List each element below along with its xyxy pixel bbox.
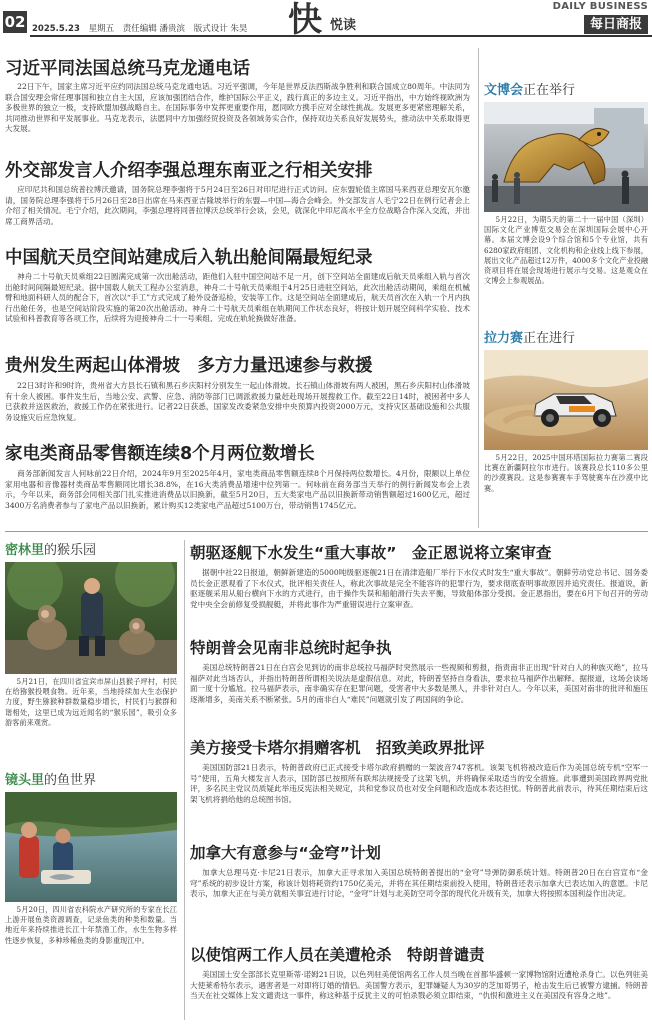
article-body: 神舟二十号航天员乘组22日圆满完成第一次出舱活动，距他们入驻中国空间站不足一月，创下空间站全面建成后航天员乘组入轨与首次出舱时间间隔最短纪录。据中国载人航天工程办公室消息，神舟二十号航天员乘组于4月25日进驻空间站，此次出舱活动期间，乘组在机械臂和地面科研人员的配合下，首次以“手工”方式完成了舱外设备巡检，安装等工作。这是空间站全面建成后，航天员首次在入轨一个月内执行出舱任务，也是空间站阶段实施的第20次出舱活动。神舟二十号航天员乘组在轨期间工作状态良好，将按计划开展空间科学实验、技术试验和科普教育等各项工作，后续将为迎接神舟二十一号乘组、完成在轨轮换做好准备。 — [5, 272, 470, 324]
photo-title-highlight: 文博会 — [484, 83, 524, 98]
photo-box-expo — [484, 82, 648, 327]
issue-designer: 版式设计 朱昊 — [193, 24, 248, 34]
article-israeli-embassy-shooting — [190, 945, 648, 1022]
monkey-photo[interactable] — [5, 562, 177, 674]
article-headline[interactable]: 家电类商品零售额连续8个月两位数增长 — [5, 444, 315, 464]
article-headline[interactable]: 朝驱逐舰下水发生“重大事故” 金正恩说将立案审查 — [190, 544, 552, 562]
section-subtitle: 悦读 — [330, 18, 357, 33]
article-body: 应印尼共和国总统普拉博沃邀请，国务院总理李强将于5月24日至26日对印尼进行正式访问。应东盟轮值主席国马来西亚总理安瓦尔邀请，国务院总理李强将于5月26日至28日出席在马来西亚吉隆坡举行的东盟—中国—海合会峰会。外交部发言人毛宁22日在例行记者会上介绍了相关情况。毛宁介绍，此次期间，李强总理将同普拉博沃总统举行会谈，会见，就深化中印尼高水平全方位战略合作深入交流，并出席工商界活动。 — [5, 185, 470, 226]
column-divider-right — [478, 48, 479, 528]
article-body: 据朝中社22日报道，朝鲜新建造的5000吨级驱逐舰21日在清津造船厂举行下水仪式时发生“重大事故”。朝鲜劳动党总书记、国务委员长金正恩观看了下水仪式，批评相关责任人，称此次事故是完全不能容许的犯罪行为，要求彻底查明事故原因并追究责任。报道说，新驱逐舰采用从船台横向下水的方式进行，由于操作失误和船舶滑行失去平衡，导致船体部分受损。金正恩指出，要在6月下旬召开的劳动党中央全会前修复受损舰艇，并将此事作为严重错误进行立案审查。 — [190, 568, 648, 609]
photo-caption: 5月21日，在四川省宜宾市屏山县猴子坪村，村民在给猕猴投喂食物。近年来，当地持续加大生态保护力度，野生猕猴种群数量稳步增长，村民们与猴群和谐相处，这里已成为远近闻名的“猴乐园”，吸引众多游客前来观赏。 — [5, 677, 177, 727]
article-body: 22日3时许和9时许，贵州省大方县长石镇和黑石乡庆阳村分别发生一起山体滑坡。长石镇山体滑坡有两人被困，黑石乡庆阳村山体滑坡有十余人被困。事件发生后，当地公安、武警、应急、消防等部门已调派救援力量赶赴现场开展搜救工作。截至22日14时，被困者中多人已获救并送医救治，救援工作仍在紧张进行。记者22日获悉，国家发改委紧急安排中央预算内投资2000万元，支持灾区基础设施和公共服务设施灾后应急恢复。 — [5, 381, 470, 422]
article-headline[interactable]: 特朗普会见南非总统时起争执 — [190, 639, 392, 657]
paper-name-cn: 每日商报 — [584, 15, 648, 34]
photo-caption: 5月22日，为期5天的第二十一届中国（深圳）国际文化产业博览交易会在深圳国际会展中心开幕。本届文博会设9个综合馆和5个专业馆，共有6280家政府组团、文化机构和企业线上线下参展，展出文化产品超过12万件，4000多个文化产业投融资项目将在展会现场进行展示与交易。这是观众在文博会上参观展品。 — [484, 215, 648, 286]
article-guizhou-landslide — [5, 355, 470, 424]
rally-photo-illustration — [484, 350, 648, 450]
rally-photo[interactable] — [484, 350, 648, 450]
article-headline[interactable]: 外交部发言人介绍李强总理东南亚之行相关安排 — [5, 161, 373, 181]
section-logo: 快 — [288, 0, 322, 40]
article-headline[interactable]: 加拿大有意参与“金穹”计划 — [190, 844, 381, 862]
issue-weekday: 星期五 — [88, 24, 115, 34]
article-space-station — [5, 247, 470, 336]
article-headline[interactable]: 以使馆两工作人员在美遭枪杀 特朗普谴责 — [190, 946, 485, 964]
page-number: 02 — [4, 13, 26, 31]
expo-photo[interactable] — [484, 102, 648, 212]
article-xi-macron — [5, 58, 470, 146]
issue-editor: 责任编辑 潘贵滨 — [122, 24, 185, 34]
article-dprk-destroyer — [190, 543, 648, 632]
photo-title-rest: 正在举行 — [523, 83, 576, 98]
photo-title-highlight: 拉力赛 — [484, 331, 524, 346]
expo-photo-illustration — [484, 102, 648, 212]
article-body: 美国国防部21日表示，特朗普政府已正式接受卡塔尔政府捐赠的一架波音747客机。该架飞机将被改造后作为美国总统专机“空军一号”使用，五角大楼发言人表示，国防部已按照所有联邦法规接受了这架飞机，并将确保采取适当的安全措施。此事遭到美国政界两党批评，多名民主党议员质疑此举违反宪法相关规定，共和党参议员也对安全问题和改造成本表达担忧。特朗普此前表示，待其任期结束后这架飞机将捐给他的总统图书馆。 — [190, 763, 648, 804]
monkey-photo-illustration — [5, 562, 177, 674]
fish-photo-illustration — [5, 792, 177, 902]
article-trump-south-africa — [190, 638, 648, 727]
article-li-qiang-trip — [5, 160, 470, 228]
photo-title-rest: 的猴乐园 — [44, 543, 97, 558]
photo-title-rest: 正在进行 — [523, 331, 576, 346]
photo-title-highlight: 镜头里 — [5, 773, 45, 788]
photo-title-highlight: 密林里 — [5, 543, 45, 558]
section-divider — [5, 531, 648, 532]
masthead-rule — [30, 35, 652, 37]
fish-photo[interactable] — [5, 792, 177, 902]
article-body: 美国总统特朗普21日在白宫会见到访的南非总统拉马福萨时突然展示一些视频和剪报，指责南非正出现“针对白人的种族灭绝”，拉马福萨对此当场否认，并指出特朗普所谓相关说法是虚假信息。对此，特朗普坚持自身看法，要求拉马福萨作出解释。据报道，这场会谈场面一度十分尴尬。拉马福萨表示，南非确实存在犯罪问题，受害者中大多数是黑人，并非针对白人。今年以来，美国对南非的批评和施压逐渐增多，美南关系不断紧张。5月的南非白人“难民”问题就引发了两国间的争论。 — [190, 663, 648, 704]
photo-title — [5, 772, 177, 789]
masthead — [0, 0, 652, 40]
photo-box-fish — [5, 772, 177, 1007]
article-body: 商务部新闻发言人何咏前22日介绍，2024年9月至2025年4月，家电类商品零售额连续8个月保持两位数增长。4月份，限额以上单位家用电器和音像器材类商品零售额同比增长38.8%，在16大类消费品增速中位列第一。何咏前在商务部当天举行的例行新闻发布会上表示，今年以来，商务部会同相关部门扎实推进消费品以旧换新，截至5月20日，五大类家电产品以旧换新带动销售额超过1600亿元，超过3400万名消费者参与了家电产品以旧换新，累计购买12类家电产品超过5100万台，带动销售1745亿元。 — [5, 469, 470, 510]
photo-title — [5, 542, 177, 559]
photo-caption: 5月22日，2025中国环塔国际拉力赛第二赛段比赛在新疆阿拉尔市进行。该赛段总长110多公里的沙漠赛段。这是参赛赛车手驾驶赛车在沙漠中比赛。 — [484, 453, 648, 493]
article-headline[interactable]: 贵州发生两起山体滑坡 多方力量迅速参与救援 — [5, 356, 373, 376]
article-canada-golden-dome — [190, 843, 648, 932]
article-headline[interactable]: 美方接受卡塔尔捐赠客机 招致美政界批评 — [190, 739, 485, 757]
photo-title — [484, 330, 648, 347]
paper-name-en: DAILY BUSINESS — [552, 1, 648, 12]
photo-caption: 5月20日，四川省农科院水产研究所的专家在长江上游开展鱼类资源调查，记录鱼类的种类和数量。当地近年来持续推进长江十年禁渔工作，水生生物多样性逐步恢复，多种珍稀鱼类的身影重现江中。 — [5, 905, 177, 945]
article-headline[interactable]: 中国航天员空间站建成后入轨出舱间隔最短纪录 — [5, 248, 373, 268]
column-divider-left — [184, 540, 185, 1020]
article-body: 加拿大总理马克·卡尼21日表示，加拿大正寻求加入美国总统特朗普提出的“金穹”导弹防御系统计划。特朗普20日在白宫宣布“金穹”系统的初步设计方案，称该计划将耗资约1750亿美元，并将在其任期结束前投入使用，特朗普还表示加拿大已表达加入的意愿。卡尼表示，加拿大正在与美方就相关事宜进行讨论，“金穹”计划与北美防空司令部的现代化升级有关，加拿大将按照本国利益作出决定。 — [190, 868, 648, 899]
article-body: 美国国土安全部部长克里斯蒂·诺姆21日说，以色列驻美使馆两名工作人员当晚在首都华盛顿一家博物馆附近遭枪杀身亡。以色列驻美大使莱希特尔表示，遇害者是一对即将订婚的情侣。美国警方表示，犯罪嫌疑人为30岁的芝加哥男子，枪击发生后已被警方逮捕。特朗普当天在社交媒体上发文谴责这一事件，称这种基于反犹主义的可怕杀戮必须立即结束，“仇恨和激进主义在美国没有容身之地”。 — [190, 970, 648, 1001]
photo-title-rest: 的鱼世界 — [44, 773, 97, 788]
photo-box-rally — [484, 330, 648, 525]
photo-box-monkey — [5, 542, 177, 749]
article-body: 22日下午，国家主席习近平应约同法国总统马克龙通电话。习近平强调，今年是世界反法西斯战争胜利和联合国成立80周年。中法同为联合国安理会常任理事国和独立自主大国，应该加强团结合作，维护国际公平正义，践行真正的多边主义。习近平指出，中方始终视欧洲为多极世界的独立一极，支持欧盟加强战略自主。在国际事务中发挥更重要作用，愿同欧方携手应对全球性挑战。发展更多更紧密理解关系，共同推动世界和平发展事业。马克龙表示，法愿同中方加强经贸投资及各领域务实合作，保持双边关系良好发展势头，推动法中关系取得更大发展。 — [5, 82, 470, 134]
article-headline[interactable]: 习近平同法国总统马克龙通电话 — [5, 59, 250, 79]
photo-title — [484, 82, 648, 99]
article-qatar-jet — [190, 738, 648, 827]
issue-date: 2025.5.23 — [32, 24, 80, 34]
issue-line — [32, 22, 253, 34]
article-appliance-sales — [5, 443, 470, 522]
